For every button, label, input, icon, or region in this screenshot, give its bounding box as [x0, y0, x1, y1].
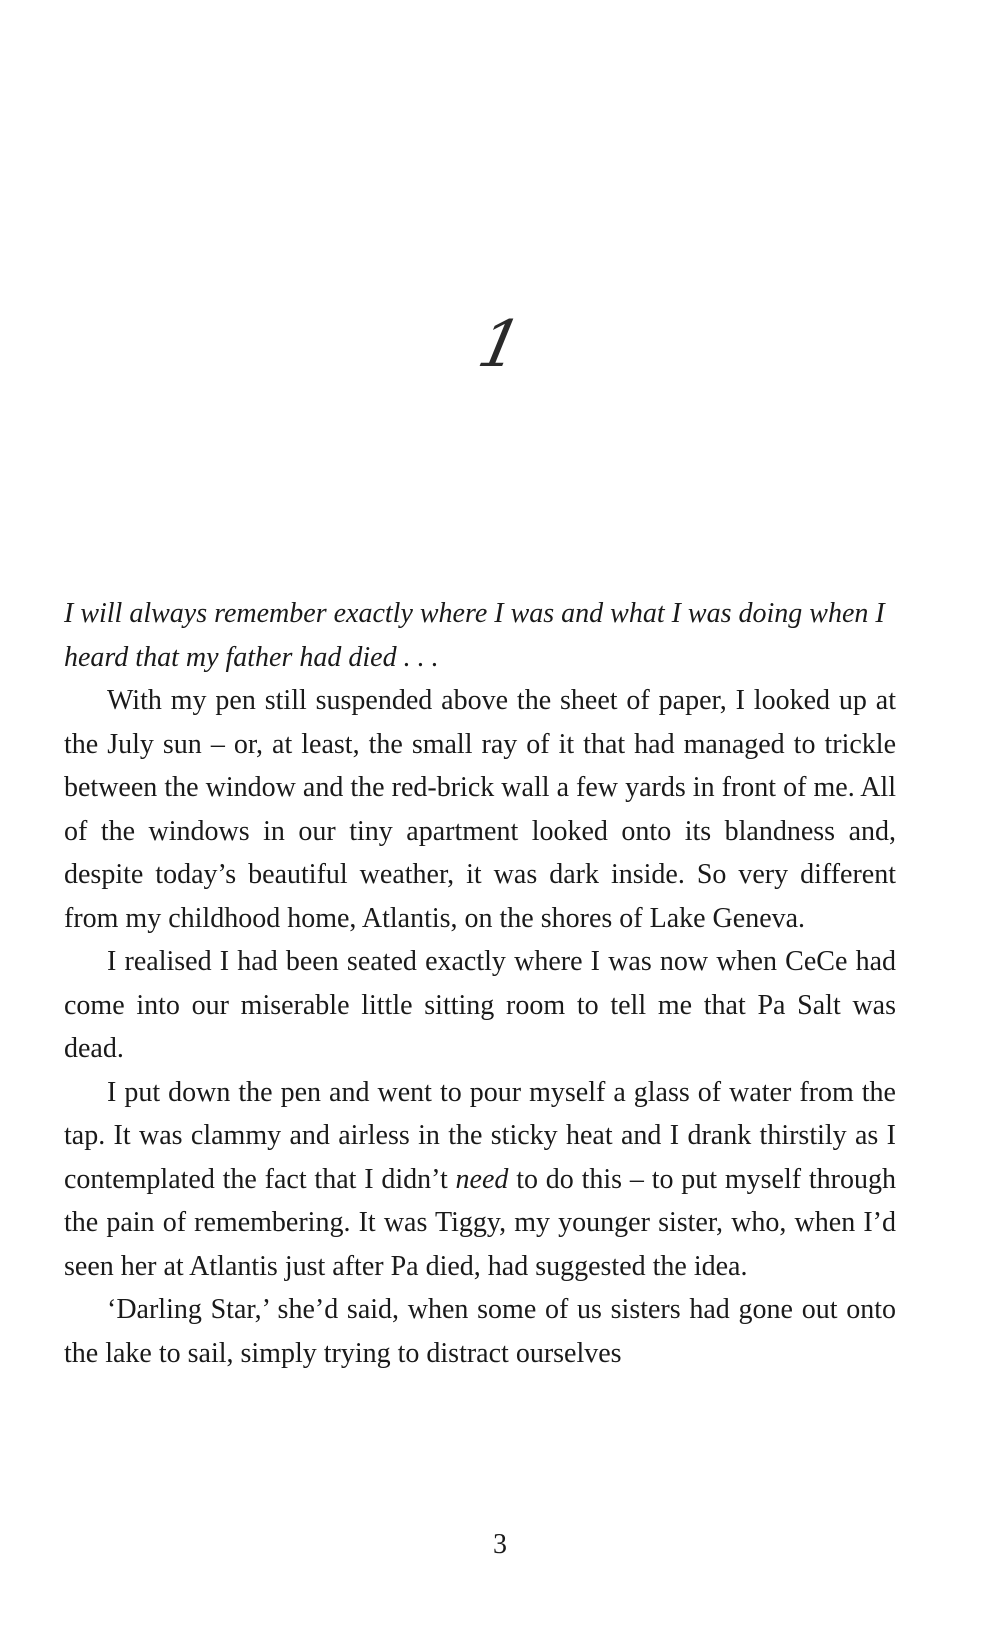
body-text: [64, 592, 896, 1375]
chapter-number: 1: [471, 308, 529, 382]
paragraph-glass-of-water-part-2: to do this – to put myself through the pain of remembering. It was Tiggy, my younger sister, who, when I’d seen her at Atlantis just after Pa died, had suggested the idea.: [64, 1163, 896, 1282]
paragraph-realised: I realised I had been seated exactly where I was now when CeCe had come into our miserable little sitting room to tell me that Pa Salt was dead.: [64, 946, 896, 1064]
paragraph-glass-of-water-part-1: I put down the pen and went to pour myself a glass of water from the tap. It was clammy and airless in the sticky heat and I drank thirstily as I contemplated the fact that I didn’t: [64, 1076, 896, 1195]
emphasis-need: need: [455, 1163, 509, 1195]
paragraph-glass-of-water: [64, 1071, 896, 1289]
paragraph-darling-star: ‘Darling Star,’ she’d said, when some of us sisters had gone out onto the lake to sail, simply trying to distract ourselves: [64, 1294, 896, 1369]
opening-paragraph: I will always remember exactly where I was and what I was doing when I heard that my father had died . . .: [64, 598, 885, 673]
paragraph-pen-suspended: With my pen still suspended above the sheet of paper, I looked up at the July sun – or, at least, the small ray of it that had managed to trickle between the window and the red-brick wall a few yards in front of me. All of the windows in our tiny apartment looked onto its blandness and, despite today’s beautiful weather, it was dark inside. So very different from my childhood home, Atlantis, on the shores of Lake Geneva.: [64, 685, 896, 934]
page-number: 3: [493, 1529, 507, 1560]
